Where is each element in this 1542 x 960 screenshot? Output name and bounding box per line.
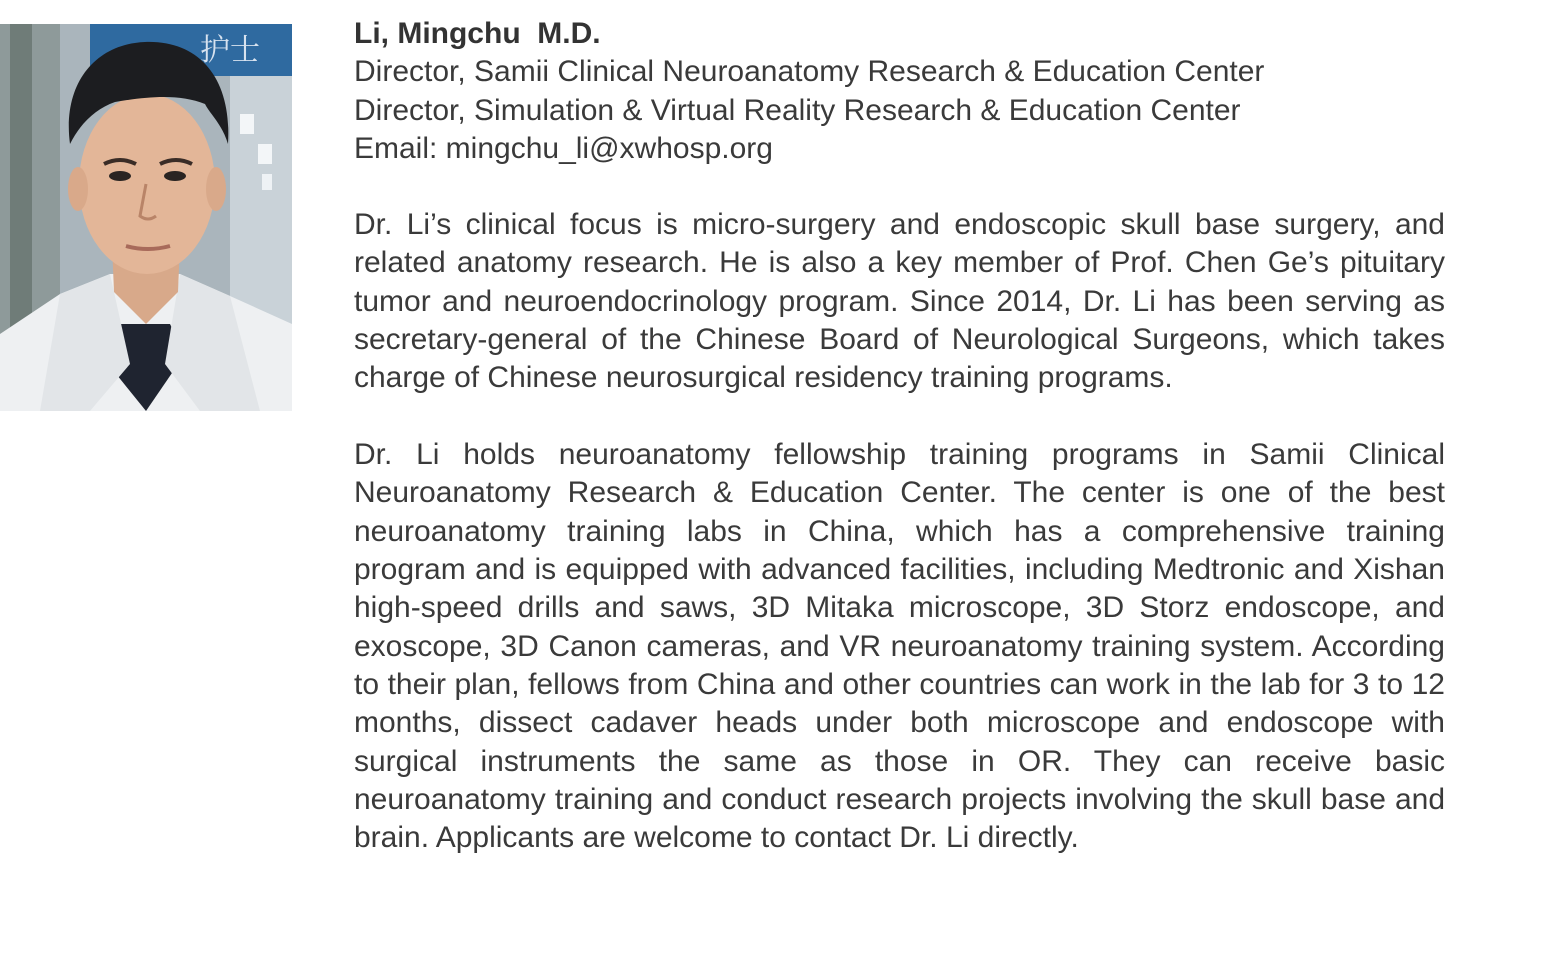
profile-email: Email: mingchu_li@xwhosp.org (354, 131, 773, 165)
bio-paragraph-2: Dr. Li holds neuroanatomy fellowship training programs in Samii Clinical Neuroanatomy Research & Education Center. The center is one of the best neuroanatomy training labs in China, which has a comprehensive training program and is equipped with advanced facilities, including Medtronic and Xishan high-speed drills and saws, 3D Mitaka microscope, 3D Storz endoscope, and exoscope, 3D Canon cameras, and VR neuroanatomy training system. According to their plan, fellows from China and other countries can work in the lab for 3 to 12 months, dissect cadaver heads under both microscope and endoscope with surgical instruments the same as those in OR. They can receive basic neuroanatomy training and conduct research projects involving the skull base and brain. Applicants are welcome to contact Dr. Li directly. (354, 438, 1445, 855)
bio-paragraph-1: Dr. Li’s clinical focus is micro-surgery and endoscopic skull base surgery, and related anatomy research. He is also a key member of Prof. Chen Ge’s pituitary tumor and neuroendocrinology program. Since 2014, Dr. Li has been serving as secretary-general of the Chinese Board of Neurological Surgeons, which takes charge of Chinese neurosurgical residency training programs. (354, 208, 1445, 395)
profile-name: Li, Mingchu M.D. (354, 17, 601, 50)
profile-title-2: Director, Simulation & Virtual Reality Research & Education Center (354, 93, 1241, 127)
profile-content (354, 15, 1445, 857)
photo-sign-text: 护士 (200, 33, 260, 68)
profile-title-1: Director, Samii Clinical Neuroanatomy Research & Education Center (354, 55, 1265, 89)
profile-photo (0, 24, 292, 411)
